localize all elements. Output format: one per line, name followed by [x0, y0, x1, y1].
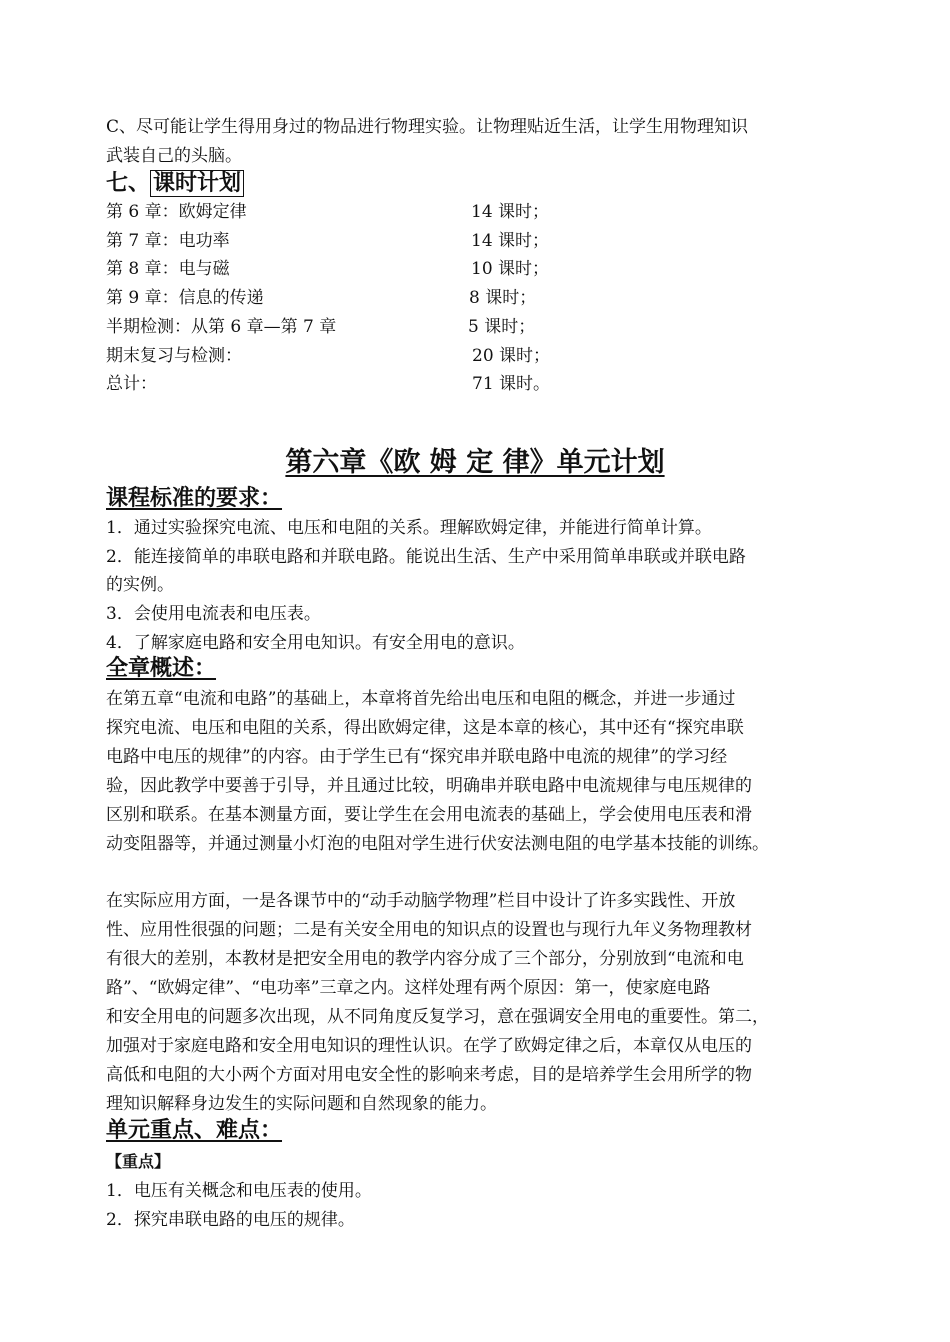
schedule-hours: 14 课时； — [471, 202, 550, 222]
overview-line: 路”、“欧姆定律”、“电功率”三章之内。这样处理有两个原因：第一，使家庭电路 — [106, 978, 711, 998]
chapter-title — [0, 440, 950, 479]
standard-item: 2．能连接简单的串联电路和并联电路。能说出生活、生产中采用简单串联或并联电路 — [106, 547, 746, 567]
overview-line: 有很大的差别，本教材是把安全用电的教学内容分成了三个部分，分别放到“电流和电 — [106, 949, 744, 969]
schedule-chapter: 第 7 章：电功率 — [106, 231, 230, 251]
overview-line: 动变阻器等，并通过测量小灯泡的电阻对学生进行伏安法测电阻的电学基本技能的训练。 — [106, 834, 769, 854]
overview-line: 性、应用性很强的问题；二是有关安全用电的知识点的设置也与现行九年义务物理教材 — [106, 920, 752, 940]
schedule-heading-text: 课时计划 — [150, 170, 244, 197]
overview-line: 在第五章“电流和电路”的基础上，本章将首先给出电压和电阻的概念，并进一步通过 — [106, 689, 736, 709]
focus-label: 【重点】 — [106, 1152, 171, 1171]
chapter-title-text: 第六章《欧 姆 定 律》单元计划 — [285, 447, 665, 478]
schedule-chapter: 期末复习与检测： — [106, 346, 242, 366]
overview-heading: 全章概述： — [106, 656, 217, 681]
intro-line: 武装自己的头脑。 — [106, 146, 242, 166]
focus-item: 1．电压有关概念和电压表的使用。 — [106, 1181, 372, 1201]
overview-line: 在实际应用方面，一是各课节中的“动手动脑学物理”栏目中设计了许多实践性、开放 — [106, 891, 736, 911]
overview-line: 探究电流、电压和电阻的关系，得出欧姆定律，这是本章的核心，其中还有“探究串联 — [106, 718, 744, 738]
intro-line: C、尽可能让学生得用身过的物品进行物理实验。让物理贴近生活，让学生用物理知识 — [106, 117, 749, 137]
schedule-chapter: 半期检测：从第 6 章—第 7 章 — [106, 317, 337, 337]
overview-line: 区别和联系。在基本测量方面，要让学生在会用电流表的基础上，学会使用电压表和滑 — [106, 805, 752, 825]
schedule-hours: 8 课时； — [469, 288, 537, 308]
overview-line: 电路中电压的规律”的内容。由于学生已有“探究串并联电路中电流的规律”的学习经 — [106, 747, 728, 767]
schedule-chapter: 第 9 章：信息的传递 — [106, 288, 264, 308]
schedule-heading-number: 七、 — [106, 171, 151, 196]
overview-line: 高低和电阻的大小两个方面对用电安全性的影响来考虑，目的是培养学生会用所学的物 — [106, 1065, 752, 1085]
standard-item: 3．会使用电流表和电压表。 — [106, 604, 321, 624]
schedule-heading — [106, 170, 244, 198]
overview-line: 和安全用电的问题多次出现，从不同角度反复学习，意在强调安全用电的重要性。第二， — [106, 1007, 769, 1027]
standard-item: 4．了解家庭电路和安全用电知识。有安全用电的意识。 — [106, 633, 525, 653]
schedule-hours: 5 课时； — [468, 317, 536, 337]
schedule-hours: 71 课时。 — [472, 374, 551, 394]
schedule-chapter: 第 6 章：欧姆定律 — [106, 202, 247, 222]
overview-line: 理知识解释身边发生的实际问题和自然现象的能力。 — [106, 1094, 497, 1114]
schedule-hours: 10 课时； — [471, 259, 550, 279]
schedule-chapter: 总计： — [106, 374, 157, 394]
schedule-hours: 20 课时； — [472, 346, 551, 366]
overview-line: 验，因此教学中要善于引导，并且通过比较，明确串并联电路中电流规律与电压规律的 — [106, 776, 752, 796]
overview-line: 加强对于家庭电路和安全用电知识的理性认识。在学了欧姆定律之后，本章仅从电压的 — [106, 1036, 752, 1056]
schedule-hours: 14 课时； — [471, 231, 550, 251]
standards-heading: 课程标准的要求： — [106, 486, 283, 511]
standard-item: 1．通过实验探究电流、电压和电阻的关系。理解欧姆定律，并能进行简单计算。 — [106, 518, 712, 538]
schedule-chapter: 第 8 章：电与磁 — [106, 259, 230, 279]
focus-item: 2．探究串联电路的电压的规律。 — [106, 1210, 355, 1230]
keypoints-heading: 单元重点、难点： — [106, 1118, 283, 1143]
standard-item: 的实例。 — [106, 575, 174, 595]
